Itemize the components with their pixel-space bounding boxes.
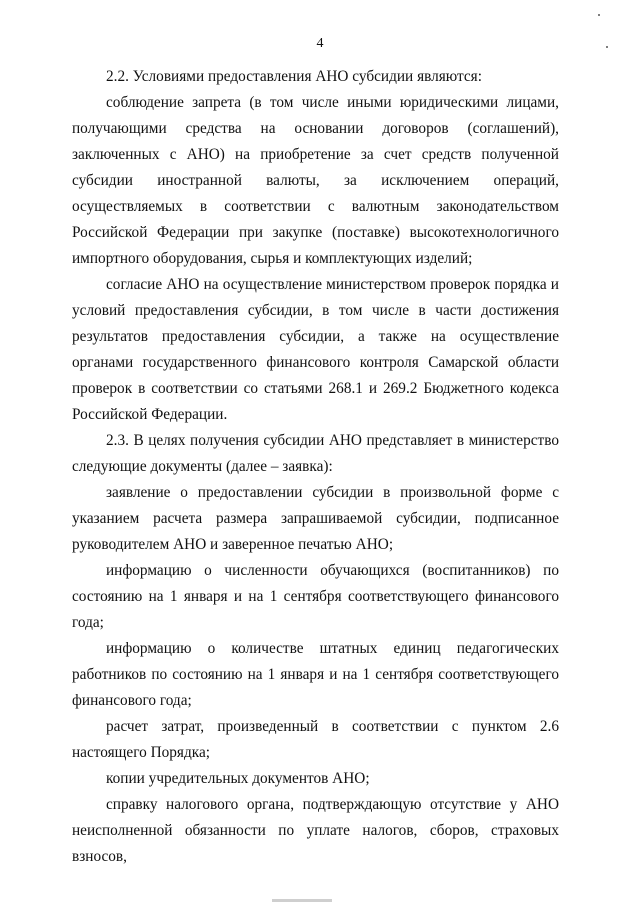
page-number: 4 — [316, 36, 324, 51]
paragraph-founding-docs: копии учредительных документов АНО; — [106, 770, 370, 787]
paragraph-consent: согласие АНО на осуществление министерством проверок порядка и условий предоставления субсидии, в том числе в части достижения результатов предоставления субсидии, а также на осуществление органами государственного финансового контроля Самарской области проверок в соответствии со статьями 268.1 и 269.2 Бюджетного кодекса Российской Федерации. — [72, 276, 559, 423]
scan-edge-mark — [272, 899, 332, 902]
paragraph-students-info: информацию о численности обучающихся (воспитанников) по состоянию на 1 января и на 1 сентября соответствующего финансового года; — [72, 562, 559, 631]
paragraph-2-2: 2.2. Условиями предоставления АНО субсидии являются: — [106, 68, 482, 85]
paragraph-tax-certificate: справку налогового органа, подтверждающую отсутствие у АНО неисполненной обязанности по уплате налогов, сборов, страховых взносов, — [72, 796, 559, 865]
paragraph-staff-info: информацию о количестве штатных единиц педагогических работников по состоянию на 1 января и на 1 сентября соответствующего финансового года; — [72, 640, 559, 709]
paragraph-2-3: 2.3. В целях получения субсидии АНО представляет в министерство следующие документы (далее – заявка): — [72, 432, 559, 475]
paragraph-cost-calc: расчет затрат, произведенный в соответствии с пунктом 2.6 настоящего Порядка; — [72, 718, 559, 761]
paragraph-application: заявление о предоставлении субсидии в произвольной форме с указанием расчета размера запрашиваемой субсидии, подписанное руководителем АНО и заверенное печатью АНО; — [72, 484, 559, 553]
scan-speck — [606, 46, 608, 48]
paragraph-currency-ban: соблюдение запрета (в том числе иными юридическими лицами, получающими средства на основании договоров (соглашений), заключенных с АНО) на приобретение за счет средств полученной субсидии иностранной валюты, за исключением операций, осуществляемых в соответствии с валютным законодательством Российской Федерации при закупке (поставке) высокотехнологичного импортного оборудования, сырья и комплектующих изделий; — [72, 94, 559, 267]
document-body — [72, 64, 559, 870]
scan-speck — [598, 14, 600, 16]
